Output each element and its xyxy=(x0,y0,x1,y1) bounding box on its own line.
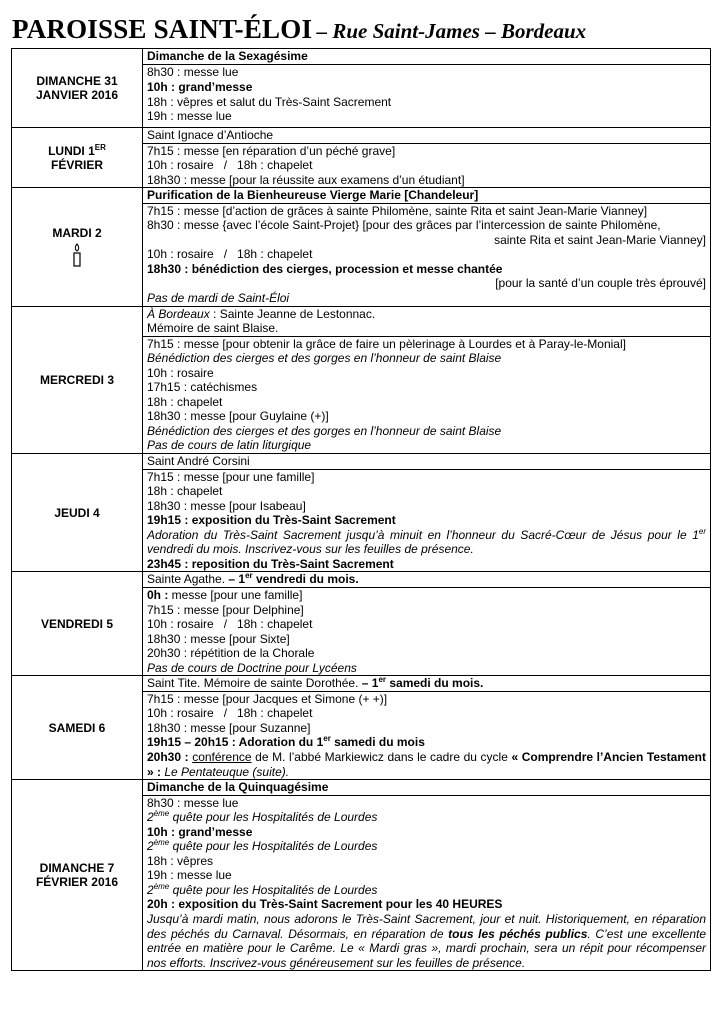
feast-title: À Bordeaux : Sainte Jeanne de Lestonnac. Mémoire de saint Blaise. xyxy=(143,306,711,336)
feast-title: Saint Tite. Mémoire de sainte Dorothée. – 1er samedi du mois. xyxy=(143,676,711,692)
day-label: JEUDI 4 xyxy=(12,454,143,572)
day-label: DIMANCHE 7 FÉVRIER 2016 xyxy=(12,780,143,971)
schedule-cell: 7h15 : messe [pour obtenir la grâce de faire un pèlerinage à Lourdes et à Paray-le-Monial] Bénédiction des cierges et des gorges en l’honneur de saint Blaise 10h : rosaire 17h15 : catéchismes 18h : chapelet 18h30 : messe [pour Guylaine (+)] Bénédiction des cierges et des gorges en l’honneur de saint Blaise Pas de cours de latin liturgique xyxy=(143,336,711,453)
schedule-cell: 7h15 : messe [pour Jacques et Simone (+ +)] 10h : rosaire / 18h : chapelet 18h30 : messe [pour Suzanne] 19h15 – 20h15 : Adoration du 1er samedi du mois 20h30 : conférence de M. l’abbé Markiewicz dans le cadre du cycle « Comprendre l’Ancien Testament » : Le Pentateuque (suite). xyxy=(143,691,711,779)
table-row xyxy=(12,454,711,470)
feast-title: Purification de la Bienheureuse Vierge Marie [Chandeleur] xyxy=(143,188,711,204)
day-label: DIMANCHE 31 JANVIER 2016 xyxy=(12,49,143,128)
day-label: VENDREDI 5 xyxy=(12,572,143,676)
table-row xyxy=(12,572,711,588)
schedule-cell: 7h15 : messe [d’action de grâces à sainte Philomène, sainte Rita et saint Jean-Marie Vianney] 8h30 : messe {avec l’école Saint-Projet} [pour des grâces par l’intercession de sainte Philomène, sainte Rita et saint Jean-Marie Vianney] 10h : rosaire / 18h : chapelet 18h30 : bénédiction des cierges, procession et messe chantée [pour la santé d’un couple très éprouvé] Pas de mardi de Saint-Éloi xyxy=(143,203,711,306)
table-row xyxy=(12,49,711,65)
table-row xyxy=(12,128,711,144)
table-row xyxy=(12,188,711,204)
parish-address: – Rue Saint-James – Bordeaux xyxy=(316,19,587,43)
schedule-cell: 8h30 : messe lue 10h : grand’messe 18h : vêpres et salut du Très-Saint Sacrement 19h : messe lue xyxy=(143,65,711,128)
day-label: MERCREDI 3 xyxy=(12,306,143,453)
parish-title: PAROISSE SAINT-ÉLOI xyxy=(12,14,313,44)
table-row xyxy=(12,780,711,796)
candle-icon xyxy=(71,243,83,267)
feast-title: Saint Ignace d’Antioche xyxy=(143,128,711,144)
schedule-cell: 8h30 : messe lue 2ème quête pour les Hospitalités de Lourdes 10h : grand’messe 2ème quête pour les Hospitalités de Lourdes 18h : vêpres 19h : messe lue 2ème quête pour les Hospitalités de Lourdes 20h : exposition du Très-Saint Sacrement pour les 40 HEURES Jusqu’à mardi matin, nous adorons le Très-Saint Sacrement, jour et nuit. Historiquement, en réparation des péchés du Carnaval. Désormais, en réparation de tous les péchés publics. C’est une excellente entrée en matière pour le Carême. Le « Mardi gras », mardi prochain, sera un répit pour récompenser nos efforts. Inscrivez-vous généreusement sur les feuilles de présence. xyxy=(143,795,711,971)
page-header xyxy=(12,14,712,44)
feast-title: Saint André Corsini xyxy=(143,454,711,470)
feast-title: Dimanche de la Quinquagésime xyxy=(143,780,711,796)
schedule-cell: 7h15 : messe [pour une famille] 18h : chapelet 18h30 : messe [pour Isabeau] 19h15 : exposition du Très-Saint Sacrement Adoration du Très-Saint Sacrement jusqu’à minuit en l’honneur du Sacré-Cœur de Jésus pour le 1er vendredi du mois. Inscrivez-vous sur les feuilles de présence. 23h45 : reposition du Très-Saint Sacrement xyxy=(143,469,711,572)
feast-title: Dimanche de la Sexagésime xyxy=(143,49,711,65)
day-label: MARDI 2 xyxy=(12,188,143,306)
day-label: SAMEDI 6 xyxy=(12,676,143,780)
day-label: LUNDI 1ER FÉVRIER xyxy=(12,128,143,188)
table-row xyxy=(12,306,711,336)
schedule-cell: 0h : messe [pour une famille] 7h15 : messe [pour Delphine] 10h : rosaire / 18h : chapelet 18h30 : messe [pour Sixte] 20h30 : répétition de la Chorale Pas de cours de Doctrine pour Lycéens xyxy=(143,587,711,675)
schedule-cell: 7h15 : messe [en réparation d’un péché grave] 10h : rosaire / 18h : chapelet 18h30 : messe [pour la réussite aux examens d’un étudiant] xyxy=(143,143,711,188)
table-row xyxy=(12,676,711,692)
weekly-schedule-table xyxy=(11,48,711,971)
feast-title: Sainte Agathe. – 1er vendredi du mois. xyxy=(143,572,711,588)
